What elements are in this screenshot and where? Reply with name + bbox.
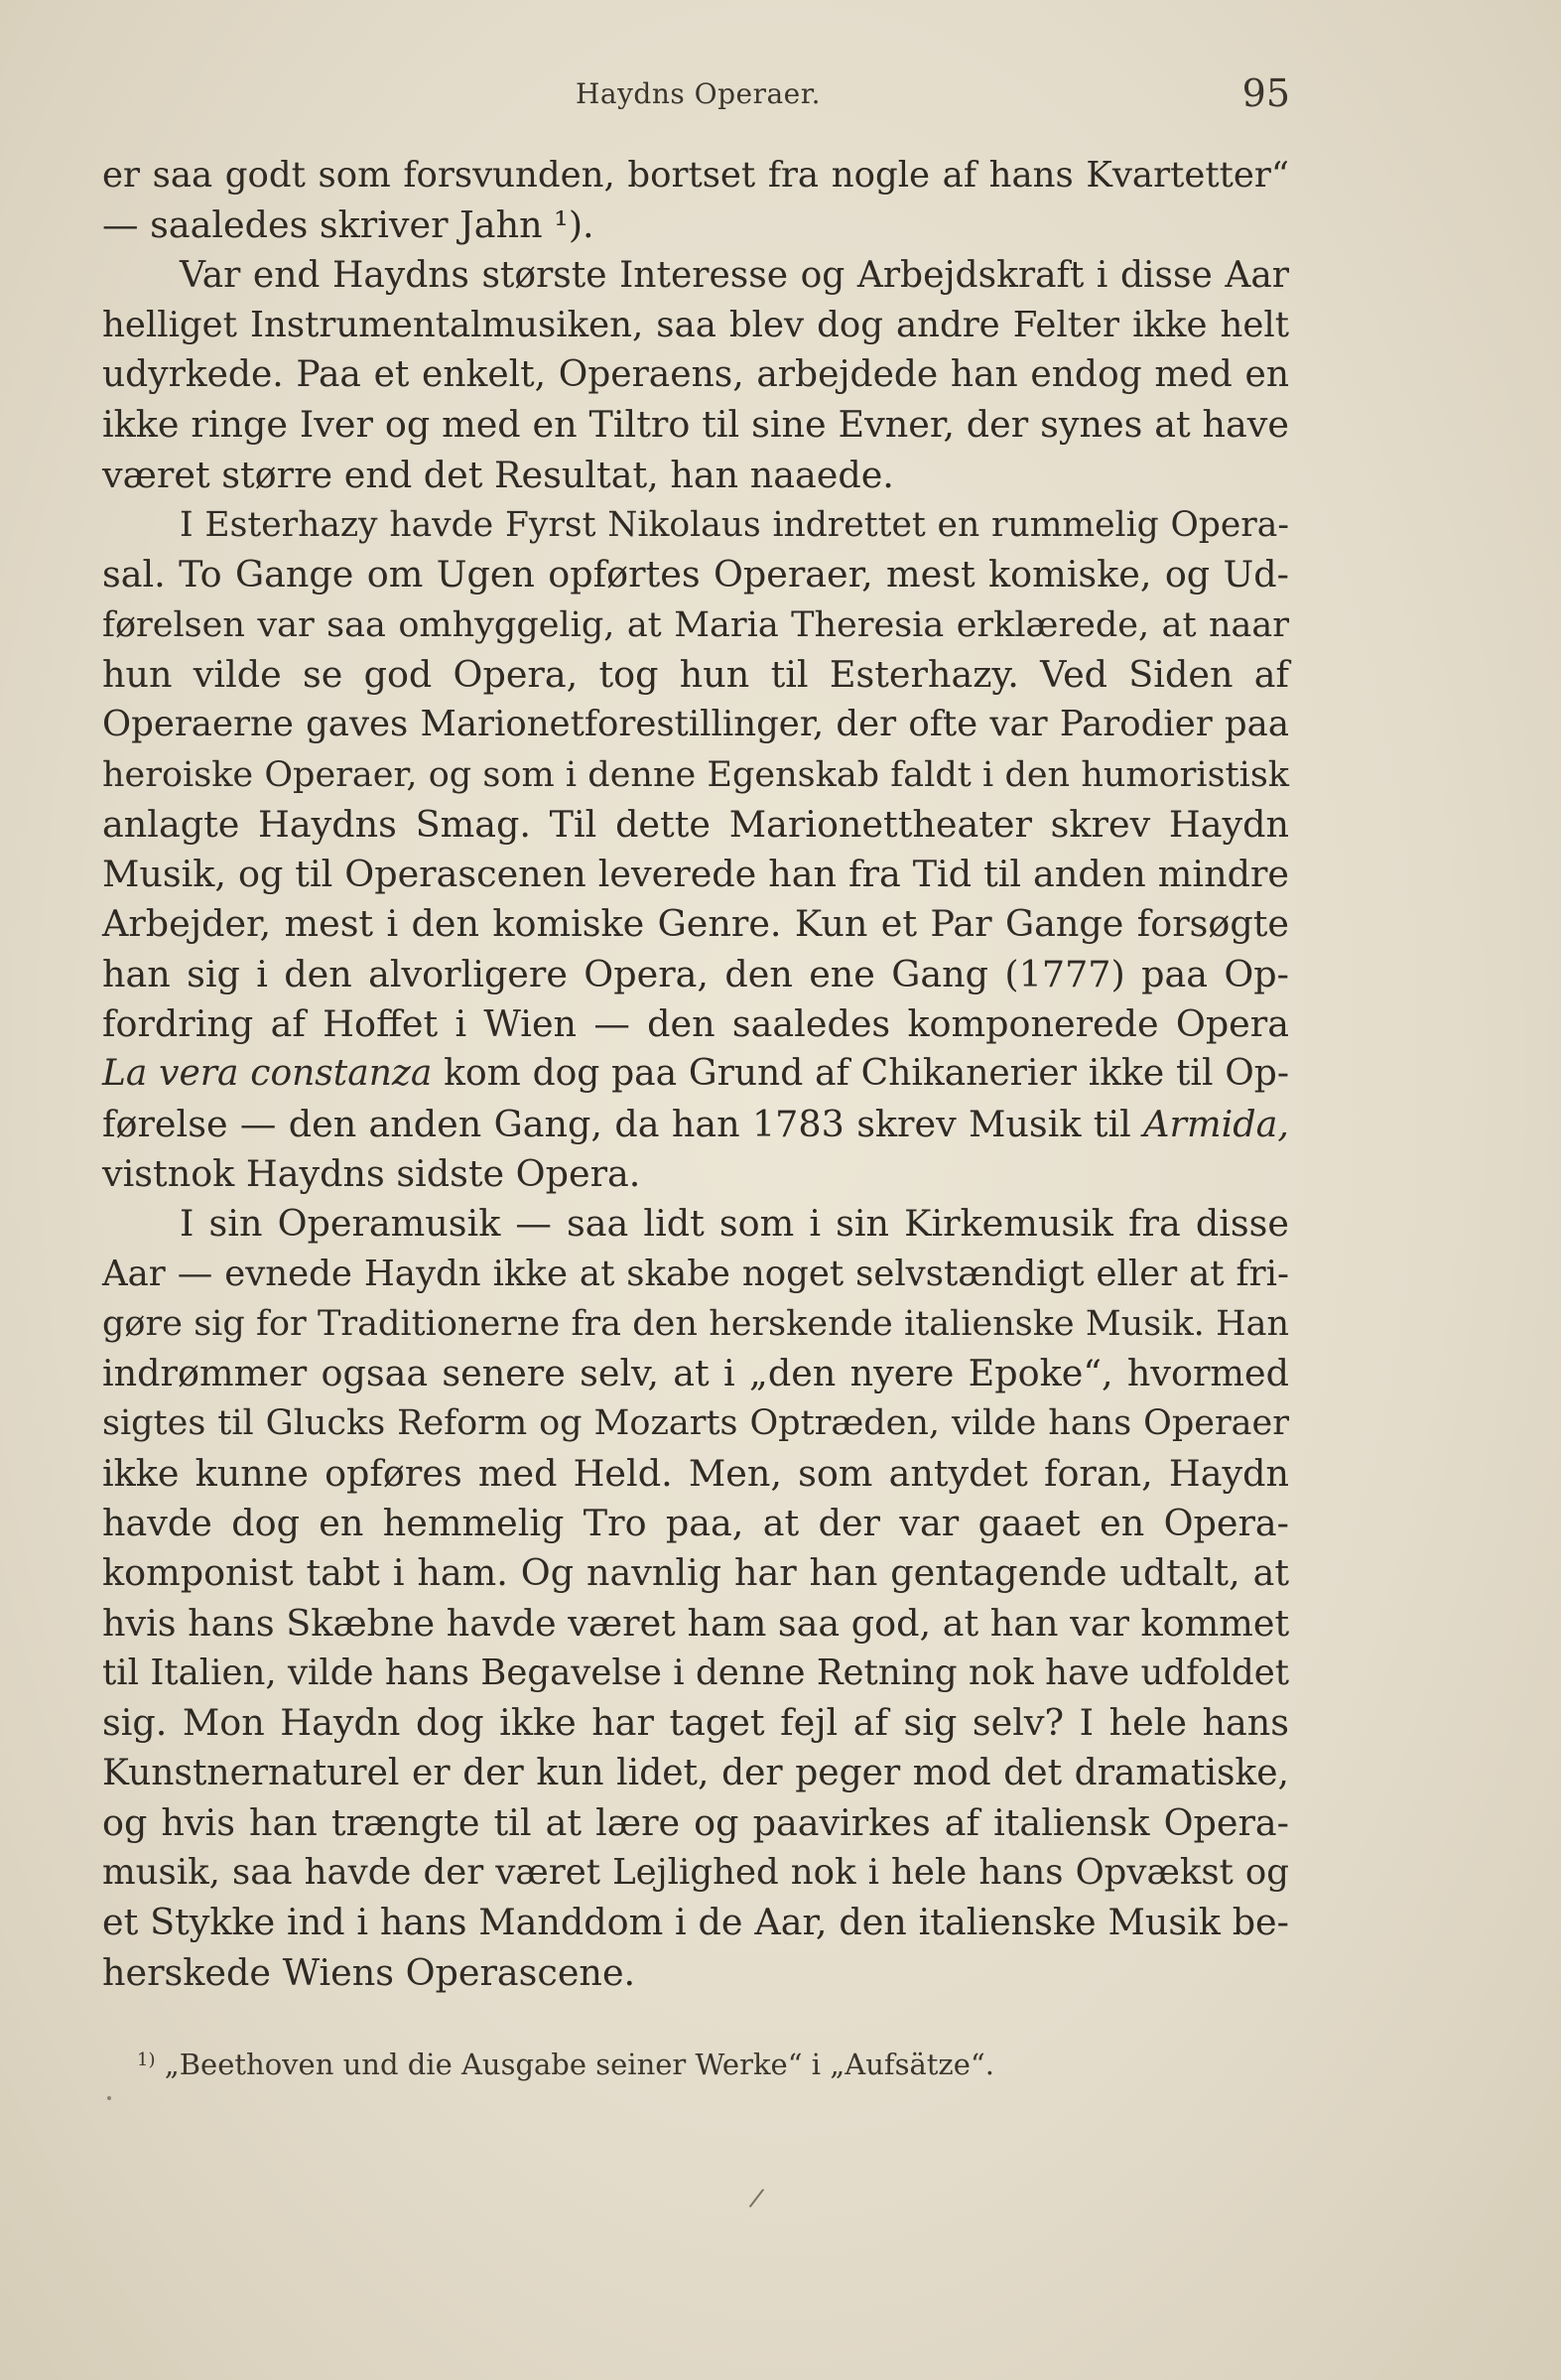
paper-mark: / <box>747 2182 766 2214</box>
running-title: Haydns Operaer. <box>576 77 821 110</box>
footnote <box>137 2048 994 2081</box>
text-line: hun vilde se god Opera, tog hun til Esterhazy. Ved Siden af <box>102 652 1289 696</box>
footnote-mark: 1) <box>137 2049 156 2070</box>
text-line: Operaerne gaves Marionetforestillinger, der ofte var Parodier paa <box>102 704 1289 745</box>
text-line: indrømmer ogsaa senere selv, at i „den nyere Epoke“, hvormed <box>102 1352 1289 1395</box>
text-line: Musik, og til Operascenen leverede han fra Tid til anden mindre <box>102 853 1289 896</box>
text-line: været større end det Resultat, han naaede. <box>102 453 894 496</box>
body-text <box>102 151 1289 1998</box>
text-line: førelsen var saa omhyggelig, at Maria Theresia erklærede, at naar <box>102 604 1289 645</box>
text-line: udyrkede. Paa et enkelt, Operaens, arbejdede han endog med en <box>102 354 1289 396</box>
text-segment: førelse — den anden Gang, da han 1783 skrev Musik til <box>102 1102 1131 1145</box>
text-line: heroiske Operaer, og som i denne Egenskab faldt i den humoristisk <box>102 754 1289 795</box>
text-line: Kunstnernaturel er der kun lidet, der peger mod det dramatiske, <box>102 1752 1289 1793</box>
text-line: sal. To Gange om Ugen opførtes Operaer, mest komiske, og Ud- <box>102 553 1289 596</box>
text-line: I sin Operamusik — saa lidt som i sin Kirkemusik fra disse <box>180 1202 1289 1246</box>
text-line: gøre sig for Traditionerne fra den herskende italienske Musik. Han <box>102 1303 1289 1344</box>
text-line: og hvis han trængte til at lære og paavirkes af italiensk Opera- <box>102 1800 1289 1844</box>
text-line: han sig i den alvorligere Opera, den ene Gang (1777) paa Op- <box>102 952 1289 995</box>
text-line: Var end Haydns største Interesse og Arbejdskraft i disse Aar <box>180 254 1289 296</box>
text-line: Arbejder, mest i den komiske Genre. Kun et Par Gange forsøgte <box>102 902 1289 946</box>
text-line: helliget Instrumentalmusiken, saa blev dog andre Felter ikke helt <box>102 304 1289 345</box>
text-line: sig. Mon Haydn dog ikke har taget fejl af sig selv? I hele hans <box>102 1701 1289 1745</box>
page-header <box>99 71 1290 121</box>
text-line: hvis hans Skæbne havde været ham saa god, at han var kommet <box>102 1601 1290 1645</box>
text-line: I Esterhazy havde Fyrst Nikolaus indrettet en rummelig Opera- <box>180 505 1289 546</box>
text-line: havde dog en hemmelig Tro paa, at der var gaaet en Opera- <box>102 1502 1289 1545</box>
text-line: ikke ringe Iver og med en Tiltro til sine Evner, der synes at have <box>102 403 1289 447</box>
text-line: fordring af Hoffet i Wien — den saaledes komponerede Opera <box>102 1002 1289 1046</box>
page-number: 95 <box>1241 71 1290 115</box>
opera-title: Armida, <box>1143 1102 1289 1145</box>
text-line: — saaledes skriver Jahn ¹). <box>102 203 594 247</box>
text-segment: kom dog paa Grund af Chikanerier ikke til Op- <box>444 1053 1289 1095</box>
text-line: musik, saa havde der været Lejlighed nok i hele hans Opvækst og <box>102 1852 1289 1894</box>
text-line <box>102 1100 1289 1149</box>
text-line: et Stykke ind i hans Manddom i de Aar, den italienske Musik be- <box>102 1901 1289 1944</box>
text-line: komponist tabt i ham. Og navnlig har han gentagende udtalt, at <box>102 1551 1289 1595</box>
paper-speck <box>107 2096 111 2100</box>
text-line: til Italien, vilde hans Begavelse i denne Retning nok have udfoldet <box>102 1652 1289 1693</box>
text-line: sigtes til Glucks Reform og Mozarts Optræden, vilde hans Operaer <box>102 1403 1289 1444</box>
text-line <box>102 1049 1289 1099</box>
text-line: anlagte Haydns Smag. Til dette Marionettheater skrev Haydn <box>102 802 1289 846</box>
text-line: herskede Wiens Operascene. <box>102 1950 636 1994</box>
text-line: er saa godt som forsvunden, bortset fra nogle af hans Kvartetter“ <box>102 155 1289 196</box>
opera-title: La vera constanza <box>102 1053 433 1095</box>
text-line: ikke kunne opføres med Held. Men, som antydet foran, Haydn <box>102 1451 1289 1495</box>
text-line: vistnok Haydns sidste Opera. <box>102 1151 641 1195</box>
text-line: Aar — evnede Haydn ikke at skabe noget selvstændigt eller at fri- <box>102 1253 1289 1294</box>
footnote-text: „Beethoven und die Ausgabe seiner Werke“ i „Aufsätze“. <box>164 2048 994 2081</box>
